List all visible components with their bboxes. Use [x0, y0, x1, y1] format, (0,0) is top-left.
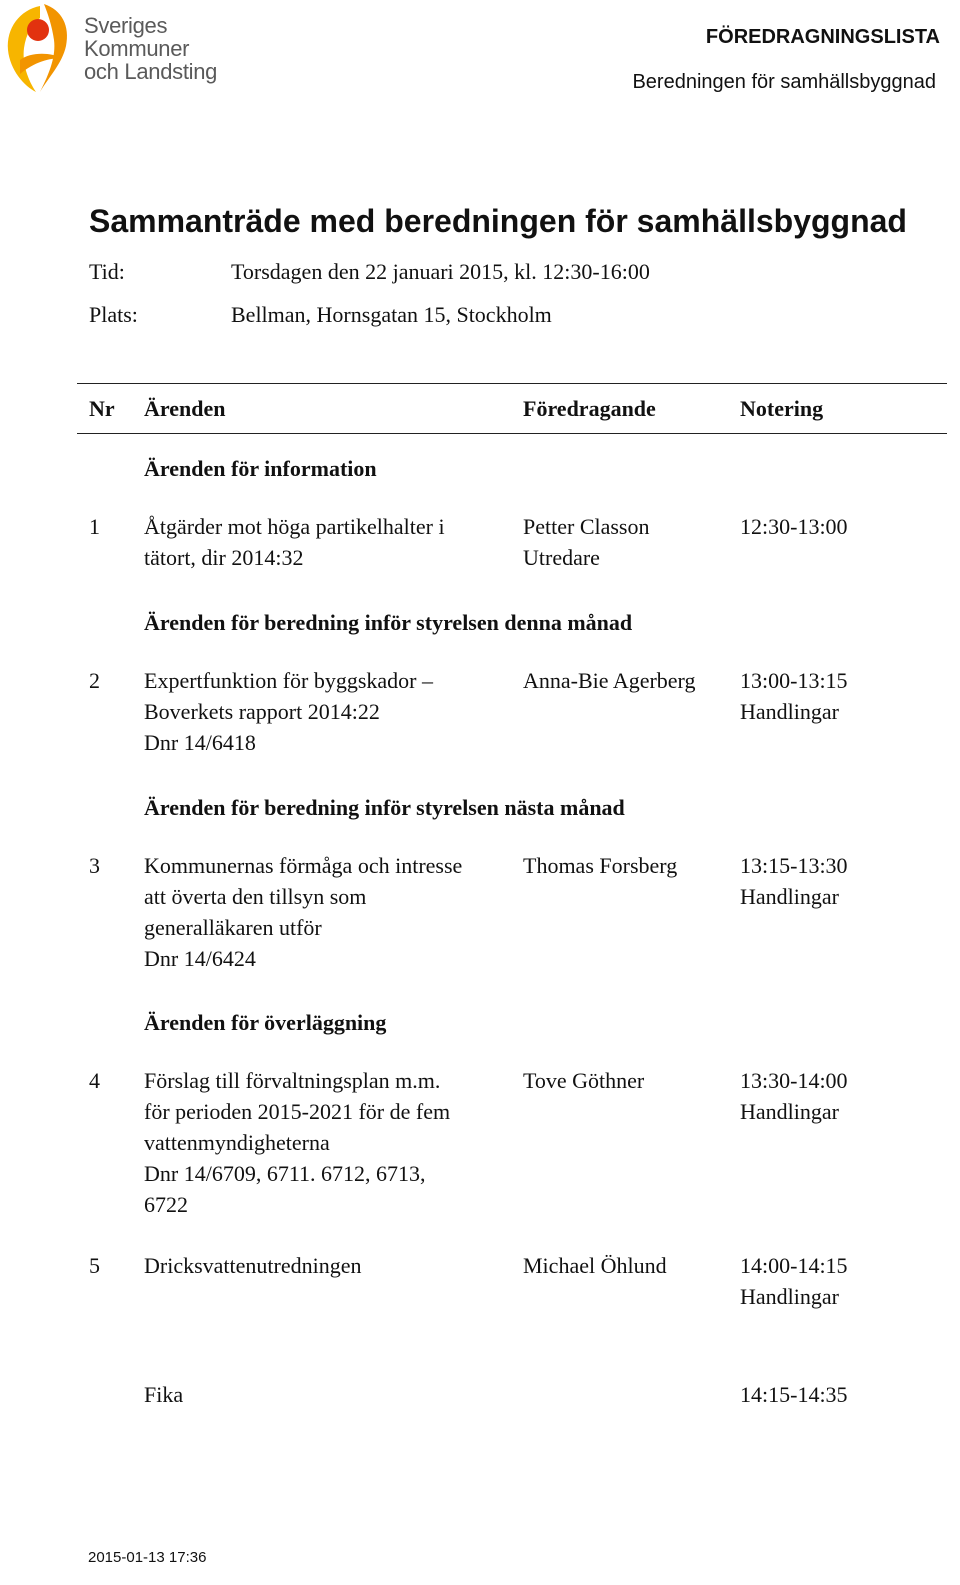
section-heading: Ärenden för överläggning [144, 1010, 387, 1035]
row-title [144, 665, 433, 758]
row-presenter-line: Tove Göthner [523, 1068, 645, 1093]
break-title: Fika [144, 1382, 184, 1407]
row-documents-link[interactable]: Handlingar [740, 884, 839, 909]
row-documents-link[interactable]: Handlingar [740, 699, 839, 724]
organization-logo [0, 0, 230, 100]
row-note-line: 13:00-13:15 [740, 668, 848, 693]
logo-line-3: och Landsting [84, 59, 218, 84]
row-number: 5 [89, 1253, 100, 1278]
row-presenter [523, 1250, 667, 1281]
row-title-line: för perioden 2015-2021 för de fem [144, 1099, 451, 1124]
row-note-line: 13:30-14:00 [740, 1068, 848, 1093]
row-presenter-line: Thomas Forsberg [523, 853, 678, 878]
time-label: Tid: [89, 259, 125, 284]
logo-line-2: Kommuner [84, 36, 190, 61]
logo-symbol-icon [0, 0, 80, 100]
row-note [740, 850, 848, 912]
row-presenter-line: Michael Öhlund [523, 1253, 667, 1278]
row-title-line: Kommunernas förmåga och intresse [144, 853, 463, 878]
footer-timestamp: 2015-01-13 17:36 [88, 1549, 207, 1566]
row-documents-link[interactable]: Handlingar [740, 1284, 839, 1309]
row-note-line: 13:15-13:30 [740, 853, 848, 878]
row-title-line: Boverkets rapport 2014:22 [144, 699, 380, 724]
row-presenter [523, 850, 677, 881]
row-title-line: Expertfunktion för byggskador – [144, 668, 433, 693]
row-title-line: generalläkaren utför [144, 915, 322, 940]
row-presenter-line: Utredare [523, 545, 600, 570]
row-documents-link[interactable]: Handlingar [740, 1099, 839, 1124]
row-title-line: att överta den tillsyn som [144, 884, 367, 909]
section-heading: Ärenden för beredning inför styrelsen nästa månad [144, 795, 625, 820]
row-note-line: 12:30-13:00 [740, 514, 848, 539]
row-title-line: Dnr 14/6418 [144, 730, 256, 755]
row-number: 4 [89, 1068, 100, 1093]
row-title-line: Förslag till förvaltningsplan m.m. [144, 1068, 441, 1093]
row-title [144, 850, 462, 974]
row-note [740, 1065, 848, 1127]
document-type: FÖREDRAGNINGSLISTA [705, 26, 940, 48]
row-title [144, 511, 445, 573]
place-label: Plats: [89, 302, 138, 327]
column-header-nr: Nr [89, 396, 115, 421]
column-header-note: Notering [740, 396, 824, 421]
row-presenter [523, 665, 696, 696]
time-value: Torsdagen den 22 januari 2015, kl. 12:30-16:00 [231, 259, 650, 284]
row-title-line: 6722 [144, 1192, 188, 1217]
row-number: 3 [89, 853, 100, 878]
row-title-line: vattenmyndigheterna [144, 1130, 330, 1155]
row-presenter-line: Anna-Bie Agerberg [523, 668, 696, 693]
meta-place [89, 302, 552, 328]
section-heading: Ärenden för beredning inför styrelsen denna månad [144, 610, 633, 635]
row-presenter [523, 511, 650, 573]
row-note [740, 665, 848, 727]
place-value: Bellman, Hornsgatan 15, Stockholm [231, 302, 552, 327]
column-header-matter: Ärenden [144, 396, 226, 421]
table-top-rule [77, 383, 947, 384]
row-title-line: tätort, dir 2014:32 [144, 545, 304, 570]
table-header-rule [77, 433, 947, 434]
row-title [144, 1250, 362, 1281]
logo-line-1: Sveriges [84, 13, 168, 38]
row-number: 2 [89, 668, 100, 693]
row-presenter [523, 1065, 644, 1096]
row-title-line: Dnr 14/6424 [144, 946, 256, 971]
board-name: Beredningen för samhällsbyggnad [632, 71, 936, 93]
row-title-line: Dnr 14/6709, 6711. 6712, 6713, [144, 1161, 426, 1186]
page-title: Sammanträde med beredningen för samhällsbyggnad [89, 203, 907, 239]
row-note [740, 511, 848, 542]
row-presenter-line: Petter Classon [523, 514, 650, 539]
row-note [740, 1250, 848, 1312]
meta-time [89, 259, 650, 285]
row-title [144, 1065, 450, 1220]
column-header-presenter: Föredragande [523, 396, 656, 421]
break-time: 14:15-14:35 [740, 1382, 848, 1407]
row-number: 1 [89, 514, 100, 539]
row-title-line: Åtgärder mot höga partikelhalter i [144, 514, 445, 539]
row-title-line: Dricksvattenutredningen [144, 1253, 362, 1278]
section-heading: Ärenden för information [144, 456, 377, 481]
row-note-line: 14:00-14:15 [740, 1253, 848, 1278]
